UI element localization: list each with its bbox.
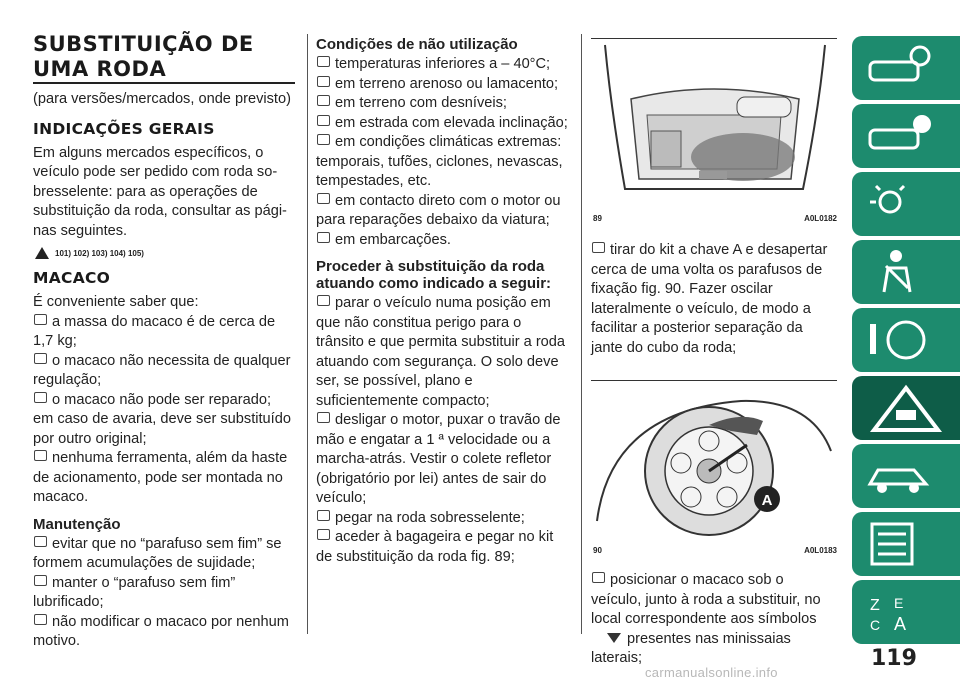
list-item: nenhuma ferramenta, além da haste de acionamento, pode ser montada no macaco. (33, 450, 288, 505)
column-2 (316, 36, 571, 567)
page-title-line1: SUBSTITUIÇÃO DE (33, 32, 254, 56)
sidebar-tab-car-info[interactable] (852, 36, 960, 100)
bullet-icon (317, 412, 330, 423)
figure-code: A0L0183 (804, 546, 837, 555)
list-item: parar o veículo numa posição em que não constitua perigo para o trânsito e que permita substituir a roda atuando com segurança. O solo deve ser, se possível, plano e suficientemente compacto; (316, 295, 566, 409)
bullet-icon (317, 295, 330, 306)
steering-icon (866, 316, 936, 364)
bullet-icon (317, 134, 330, 145)
sidebar-tab-car-side[interactable] (852, 444, 960, 508)
list-item: temperaturas inferiores a – 40°C; (316, 55, 571, 75)
list-item-continued: presentes nas minissaias laterais; (591, 630, 791, 666)
list-item: tirar do kit a chave A e desapertar cerca de uma volta os parafusos de fixação fig. 90. Fazer oscilar lateralmente o veículo, de modo a facilitar a posterior separação da jante do cubo da roda; (591, 242, 828, 356)
bullet-icon (317, 115, 330, 126)
warning-triangle-icon (35, 247, 49, 259)
index-letters-icon (866, 588, 936, 636)
list-item: pegar na roda sobresselente; (316, 509, 571, 529)
list-item: em estrada com elevada inclinação; (316, 114, 571, 134)
warning-refs-text: 101) 102) 103) 104) 105) (55, 248, 144, 258)
bullet-icon (34, 450, 47, 461)
list-item: em contacto direto com o motor ou para reparações debaixo da viatura; (316, 192, 561, 228)
list-item: em terreno com desníveis; (316, 94, 571, 114)
subtitle: (para versões/mercados, onde previsto) (33, 91, 291, 107)
warning-car-icon (866, 384, 946, 434)
chapter-sidebar (852, 36, 960, 648)
list-item: em embarcações. (316, 231, 571, 251)
sidebar-tab-steering[interactable] (852, 308, 960, 372)
page-number: 119 (871, 646, 917, 671)
figure-89 (591, 38, 837, 223)
sidebar-tab-dashboard[interactable] (852, 104, 960, 168)
figure-number: 89 (593, 214, 602, 223)
sidebar-tab-checklist[interactable] (852, 512, 960, 576)
figure-90 (591, 380, 837, 555)
sidebar-tab-warning-car[interactable] (852, 376, 960, 440)
bullet-icon (317, 76, 330, 87)
svg-text:Z: Z (870, 597, 880, 614)
page-title-line2: UMA RODA (33, 57, 167, 81)
bullet-icon (34, 392, 47, 403)
sidebar-tab-seatbelt[interactable] (852, 240, 960, 304)
svg-text:A: A (894, 614, 907, 634)
lights-icon (866, 180, 936, 228)
list-item: desligar o motor, puxar o travão de mão e engatar a 1 ª velocidade ou a marcha-atrás. Vestir o colete refletor (obrigatório por lei) antes de sair do veículo; (316, 412, 561, 506)
column-divider-2 (581, 34, 582, 634)
figure-90-caption (593, 546, 837, 555)
jack-point-symbol-icon (591, 631, 605, 643)
list-item: o macaco não pode ser reparado; em caso de avaria, deve ser substituído por outro original; (33, 391, 291, 447)
bullet-icon (317, 529, 330, 540)
down-triangle-icon (607, 633, 621, 643)
column-3 (591, 38, 837, 669)
figure-89-caption (593, 214, 837, 223)
car-info-icon (866, 44, 936, 92)
list-item: o macaco não necessita de qualquer regulação; (33, 352, 291, 388)
bullet-icon (34, 614, 47, 625)
list-item: posicionar o macaco sob o veículo, junto à roda a substituir, no local correspondente aos símbolos (591, 572, 821, 627)
macaco-intro: É conveniente saber que: (33, 294, 199, 310)
list-item: em terreno arenoso ou lamacento; (316, 75, 571, 95)
title-rule (33, 82, 295, 84)
list-item: não modificar o macaco por nenhum motivo. (33, 613, 289, 649)
bullet-icon (592, 242, 605, 253)
svg-text:E: E (894, 595, 904, 611)
trunk-figure-image (591, 39, 837, 207)
list-item: aceder à bagageira e pegar no kit de substituição da roda fig. 89; (316, 529, 554, 565)
car-side-icon (866, 452, 936, 500)
column-divider-1 (307, 34, 308, 634)
sidebar-tab-lights[interactable] (852, 172, 960, 236)
bullet-icon (317, 232, 330, 243)
warning-refs (35, 247, 295, 259)
section-title-manutencao: Manutenção (33, 515, 121, 533)
svg-text:C: C (870, 617, 881, 633)
column-1 (33, 30, 295, 652)
bullet-icon (592, 572, 605, 583)
bullet-icon (34, 575, 47, 586)
figure-number: 90 (593, 546, 602, 555)
bullet-icon (317, 56, 330, 67)
figure-code: A0L0182 (804, 214, 837, 223)
bullet-icon (34, 314, 47, 325)
section-text-indicacoes: Em alguns mercados específicos, o veículo pode ser pedido com roda so-bresselente: para as operações de substituição da roda, consultar as pági-nas seguintes. (33, 144, 287, 239)
figure-label-a: A (761, 492, 773, 509)
list-item: em condições climáticas extremas: temporais, tufões, ciclones, nevascas, tempestades, etc. (316, 134, 563, 189)
list-item: a massa do macaco é de cerca de 1,7 kg; (33, 313, 276, 349)
dashboard-icon (866, 112, 936, 160)
watermark: carmanualsonline.info (645, 665, 778, 680)
bullet-icon (317, 95, 330, 106)
list-item: manter o “parafuso sem fim” lubrificado; (33, 574, 236, 610)
section-title-procedimento: Proceder à substituição da roda atuando como indicado a seguir: (316, 258, 552, 292)
wheel-figure-image (591, 381, 837, 539)
section-title-macaco: MACACO (33, 269, 111, 287)
list-item: evitar que no “parafuso sem fim” se formem acumulações de sujidade; (33, 535, 282, 571)
bullet-icon (34, 353, 47, 364)
seatbelt-icon (866, 248, 936, 296)
bullet-icon (34, 536, 47, 547)
section-title-indicacoes: INDICAÇÕES GERAIS (33, 119, 215, 138)
sidebar-tab-index[interactable] (852, 580, 960, 644)
bullet-icon (317, 510, 330, 521)
bullet-icon (317, 193, 330, 204)
checklist-icon (866, 520, 936, 568)
section-title-condicoes: Condições de não utilização (316, 36, 518, 53)
